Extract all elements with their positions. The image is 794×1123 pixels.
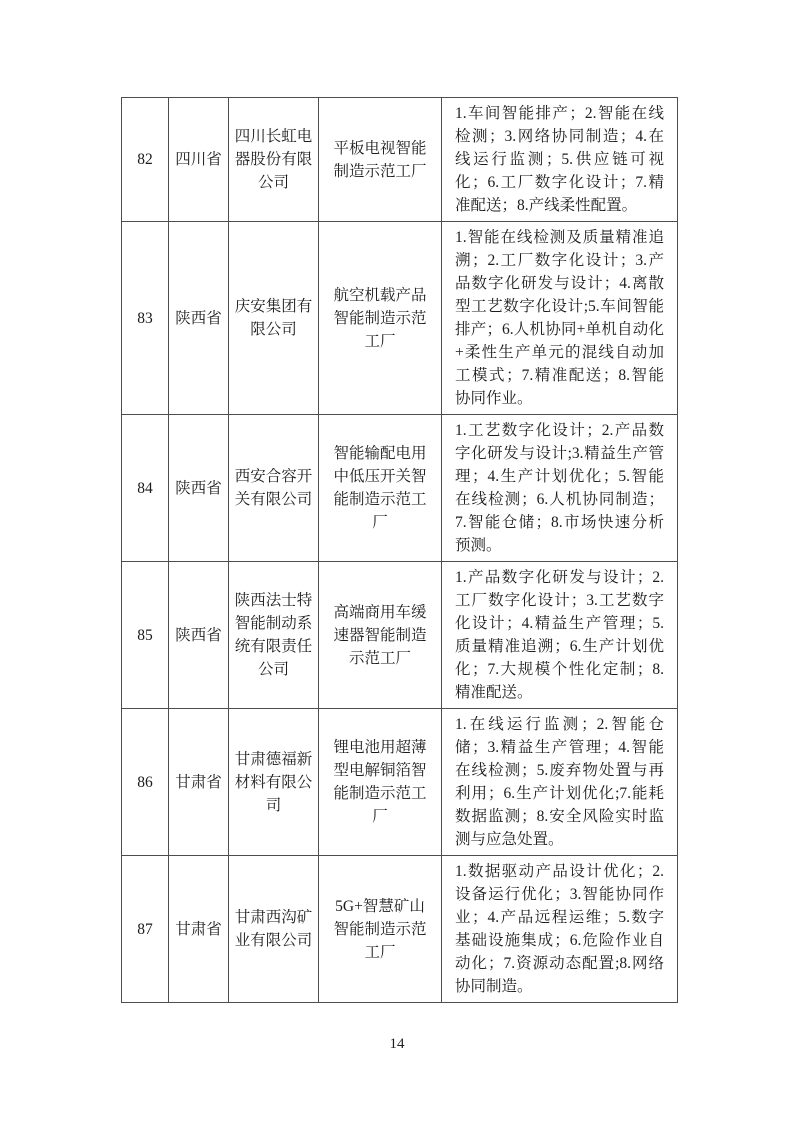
factory-name-cell: 平板电视智能制造示范工厂 — [319, 98, 442, 222]
smart-factory-table — [121, 97, 678, 1003]
row-index-cell: 84 — [122, 415, 169, 562]
company-name-cell: 甘肃德福新材料有限公司 — [229, 709, 319, 856]
province-cell: 甘肃省 — [169, 856, 229, 1003]
province-cell: 陕西省 — [169, 415, 229, 562]
scenarios-cell: 1.数据驱动产品设计优化；2.设备运行优化；3.智能协同作业；4.产品远程运维；5.数字基础设施集成；6.危险作业自动化；7.资源动态配置;8.网络协同制造。 — [442, 856, 678, 1003]
table-row — [122, 98, 678, 222]
scenarios-cell: 1.工艺数字化设计；2.产品数字化研发与设计;3.精益生产管理；4.生产计划优化；5.智能在线检测；6.人机协同制造；7.智能仓储；8.市场快速分析预测。 — [442, 415, 678, 562]
factory-name-cell: 智能输配电用中低压开关智能制造示范工厂 — [319, 415, 442, 562]
table-row — [122, 222, 678, 415]
table-row — [122, 415, 678, 562]
province-cell: 四川省 — [169, 98, 229, 222]
table-body — [122, 98, 678, 1003]
table-row — [122, 562, 678, 709]
scenarios-cell: 1.智能在线检测及质量精准追溯；2.工厂数字化设计；3.产品数字化研发与设计；4.离散型工艺数字化设计;5.车间智能排产；6.人机协同+单机自动化+柔性生产单元的混线自动加工模式；7.精准配送；8.智能协同作业。 — [442, 222, 678, 415]
factory-name-cell: 锂电池用超薄型电解铜箔智能制造示范工厂 — [319, 709, 442, 856]
company-name-cell: 四川长虹电器股份有限公司 — [229, 98, 319, 222]
scenarios-cell: 1.在线运行监测；2.智能仓储；3.精益生产管理；4.智能在线检测；5.废弃物处置与再利用；6.生产计划优化;7.能耗数据监测；8.安全风险实时监测与应急处置。 — [442, 709, 678, 856]
row-index-cell: 86 — [122, 709, 169, 856]
company-name-cell: 甘肃西沟矿业有限公司 — [229, 856, 319, 1003]
page-number: 14 — [389, 1036, 405, 1052]
scenarios-cell: 1.产品数字化研发与设计；2.工厂数字化设计；3.工艺数字化设计；4.精益生产管理；5.质量精准追溯；6.生产计划优化；7.大规模个性化定制；8.精准配送。 — [442, 562, 678, 709]
company-name-cell: 西安合容开关有限公司 — [229, 415, 319, 562]
province-cell: 陕西省 — [169, 222, 229, 415]
table-row — [122, 709, 678, 856]
factory-name-cell: 5G+智慧矿山智能制造示范工厂 — [319, 856, 442, 1003]
company-name-cell: 庆安集团有限公司 — [229, 222, 319, 415]
factory-name-cell: 航空机载产品智能制造示范工厂 — [319, 222, 442, 415]
row-index-cell: 82 — [122, 98, 169, 222]
table-row — [122, 856, 678, 1003]
company-name-cell: 陕西法士特智能制动系统有限责任公司 — [229, 562, 319, 709]
province-cell: 甘肃省 — [169, 709, 229, 856]
row-index-cell: 87 — [122, 856, 169, 1003]
province-cell: 陕西省 — [169, 562, 229, 709]
factory-name-cell: 高端商用车缓速器智能制造示范工厂 — [319, 562, 442, 709]
scenarios-cell: 1.车间智能排产；2.智能在线检测；3.网络协同制造；4.在线运行监测；5.供应链可视化；6.工厂数字化设计；7.精准配送；8.产线柔性配置。 — [442, 98, 678, 222]
row-index-cell: 85 — [122, 562, 169, 709]
row-index-cell: 83 — [122, 222, 169, 415]
